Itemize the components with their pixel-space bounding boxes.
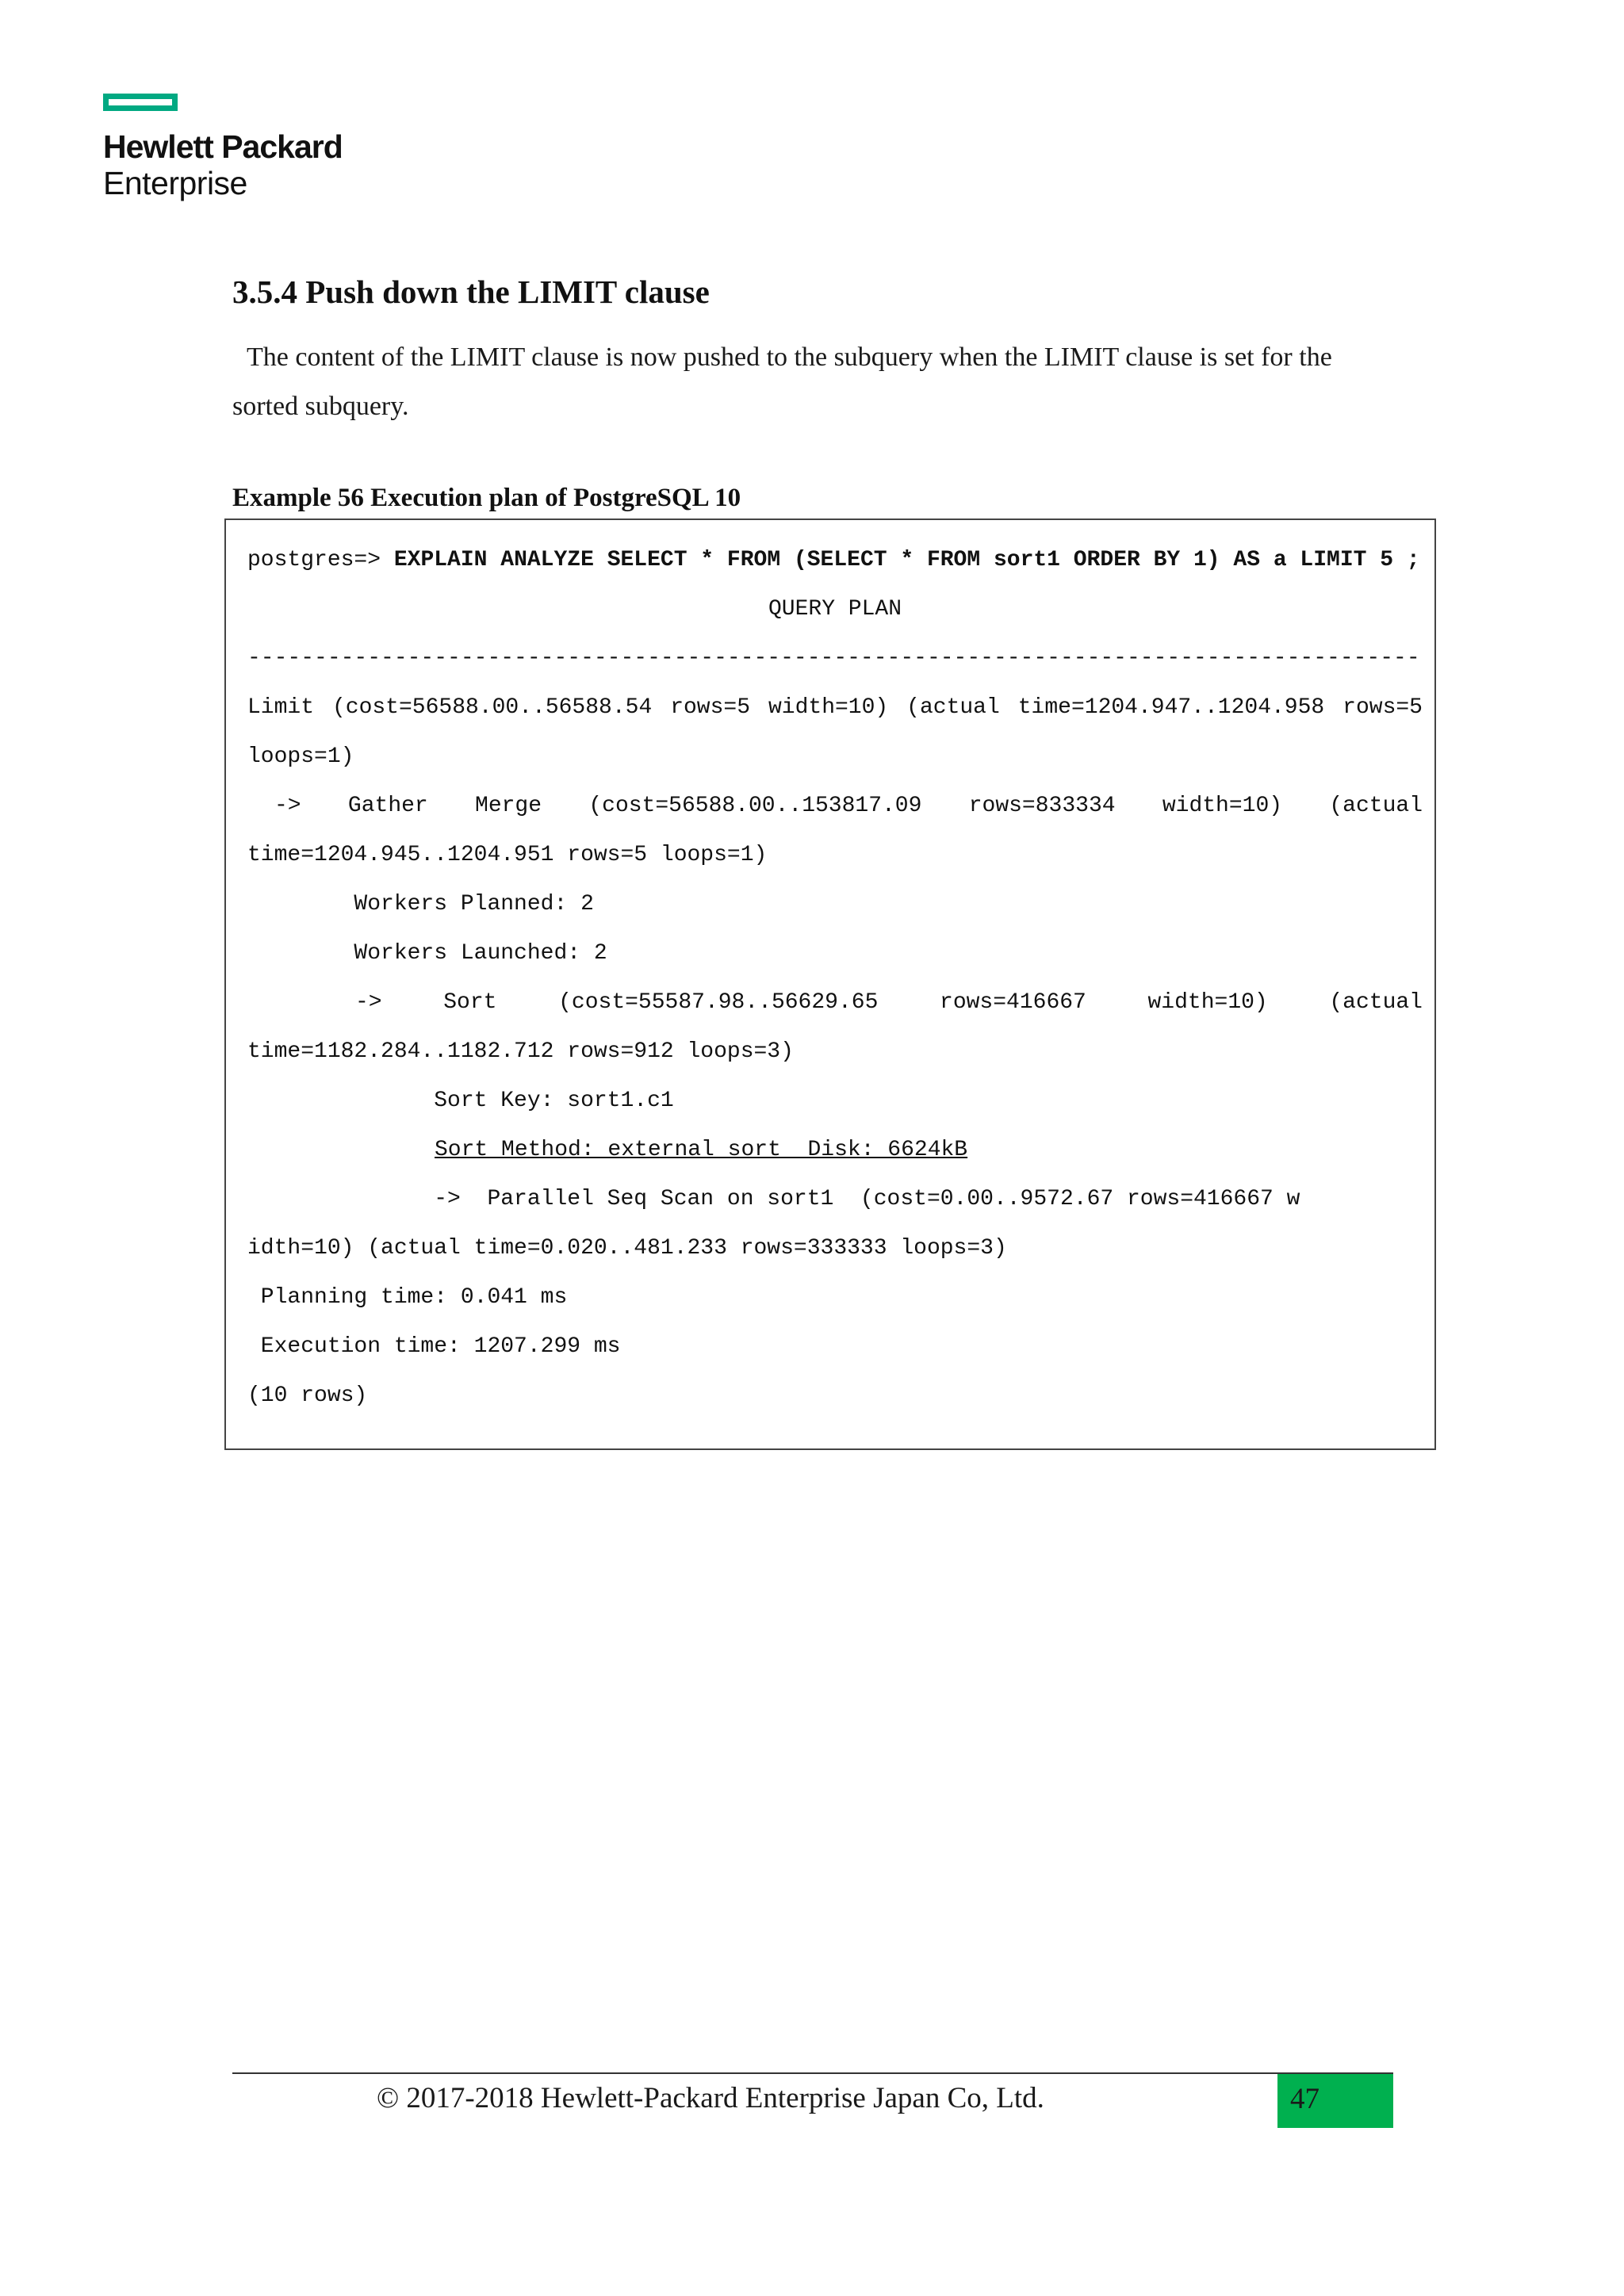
- code-line: -> Parallel Seq Scan on sort1 (cost=0.00..9572.67 rows=416667 w: [247, 1187, 1300, 1211]
- code-line: (10 rows): [247, 1383, 368, 1408]
- logo-text-line2: Enterprise: [103, 165, 247, 201]
- code-command-line: [247, 536, 1423, 585]
- section-heading: 3.5.4 Push down the LIMIT clause: [232, 274, 710, 310]
- code-line: Sort Key: sort1.c1: [247, 1089, 674, 1113]
- code-command: EXPLAIN ANALYZE SELECT * FROM (SELECT * FROM sort1 ORDER BY 1) AS a LIMIT 5 ;: [393, 548, 1420, 572]
- code-line: Workers Planned: 2: [247, 892, 594, 916]
- code-line: -> Gather Merge (cost=56588.00..153817.09 rows=833334 width=10) (actual: [274, 794, 1423, 818]
- example-caption: Example 56 Execution plan of PostgreSQL 10: [232, 484, 741, 512]
- footer-divider: [232, 2072, 1393, 2074]
- footer-copyright: © 2017-2018 Hewlett-Packard Enterprise Japan Co, Ltd.: [377, 2082, 1044, 2114]
- code-line: -> Sort (cost=55587.98..56629.65 rows=416667 width=10) (actual: [355, 990, 1423, 1015]
- code-line: time=1182.284..1182.712 rows=912 loops=3): [247, 1039, 794, 1064]
- code-line: idth=10) (actual time=0.020..481.233 rows=333333 loops=3): [247, 1236, 1007, 1261]
- code-column-header: QUERY PLAN: [768, 597, 902, 622]
- code-line: loops=1): [247, 744, 354, 769]
- section-paragraph: The content of the LIMIT clause is now pushed to the subquery when the LIMIT clause is set for the sorted subquery.: [232, 342, 1332, 421]
- code-line-sort-method: [247, 1126, 1423, 1175]
- code-content: [247, 536, 1423, 1421]
- code-line: Workers Launched: 2: [247, 941, 607, 966]
- code-block: [224, 519, 1436, 1450]
- logo-text-line1: Hewlett Packard: [103, 128, 343, 165]
- code-line: Planning time: 0.041 ms: [247, 1285, 568, 1310]
- logo-element-icon: [103, 94, 178, 111]
- code-line-underlined: Sort Method: external sort Disk: 6624kB: [435, 1138, 968, 1162]
- code-separator: ----------------------------------------------------------------------------------------: [247, 646, 1420, 671]
- code-prompt: postgres=>: [247, 548, 394, 572]
- page-number: 47: [1290, 2083, 1320, 2115]
- code-line: Execution time: 1207.299 ms: [247, 1334, 621, 1359]
- code-line: Limit (cost=56588.00..56588.54 rows=5 width=10) (actual time=1204.947..1204.958 rows=5: [247, 695, 1423, 720]
- page-number-badge: [1277, 2074, 1393, 2128]
- code-line: time=1204.945..1204.951 rows=5 loops=1): [247, 843, 768, 867]
